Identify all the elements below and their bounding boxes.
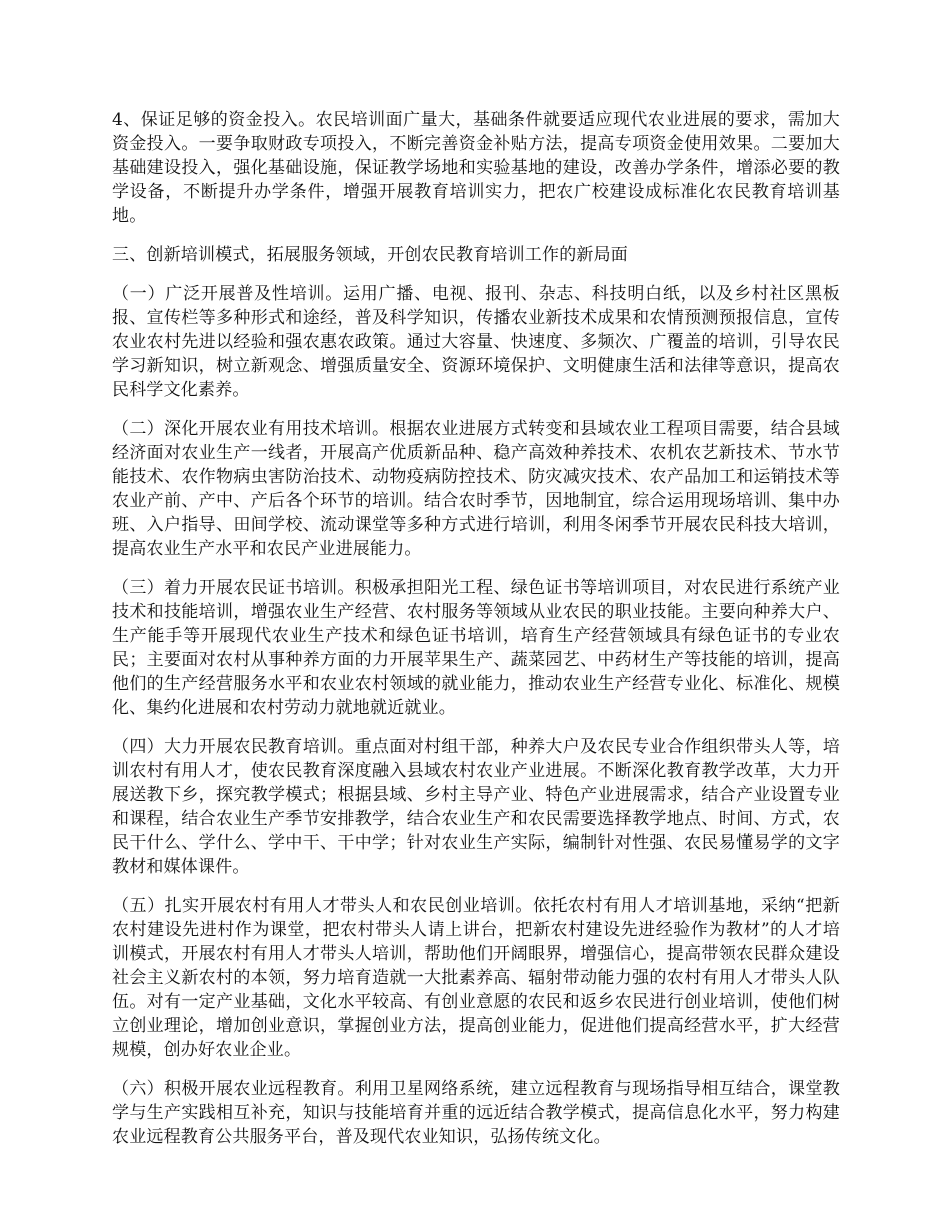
paragraph-funding: 4、保证足够的资金投入。农民培训面广量大，基础条件就要适应现代农业进展的要求，需加大资金投入。一要争取财政专项投入，不断完善资金补贴方法，提高专项资金使用效果。二要加大基础建设投入，强化基础设施，保证教学场地和实验基地的建设，改善办学条件，增添必要的教学设备，不断提升办学条件，增强开展教育培训实力，把农广校建设成标准化农民教育培训基地。 [112,110,840,226]
paragraph-entrepreneurship-training: （五）扎实开展农村有用人才带头人和农民创业培训。依托农村有用人才培训基地，采纳“把新农村建设先进村作为课堂，把农村带头人请上讲台，把新农村建设先进经验作为教材”的人才培训模式，开展农村有用人才带头人培训，帮助他们开阔眼界，增强信心，提高带领农民群众建设社会主义新农村的本领，努力培育造就一大批素养高、辐射带动能力强的农村有用人才带头人队伍。对有一定产业基础，文化水平较高、有创业意愿的农民和返乡农民进行创业培训，使他们树立创业理论，增加创业意识，掌握创业方法，提高创业能力，促进他们提高经营水平，扩大经营规模，创办好农业企业。 [112,896,840,1060]
document-body [112,108,840,1164]
section-heading-innovation: 三、创新培训模式，拓展服务领域，开创农民教育培训工作的新局面 [112,245,628,265]
paragraph-education-training: （四）大力开展农民教育培训。重点面对村组干部，种养大户及农民专业合作组织带头人等，培训农村有用人才，使农民教育深度融入县域农村农业产业进展。不断深化教育教学改革，大力开展送教下乡，探究教学模式；根据县域、乡村主导产业、特色产业进展需求，结合产业设置专业和课程，结合农业生产季节安排教学，结合农业生产和农民需要选择教学地点、时间、方式，农民干什么、学什么、学中干、干中学；针对农业生产实际，编制针对性强、农民易懂易学的文字教材和媒体课件。 [112,737,840,877]
paragraph-general-training: （一）广泛开展普及性培训。运用广播、电视、报刊、杂志、科技明白纸，以及乡村社区黑板报、宣传栏等多种形式和途经，普及科学知识，传播农业新技术成果和农情预测预报信息，宣传农业农村先进以经验和强农惠农政策。通过大容量、快速度、多频次、广覆盖的培训，引导农民学习新知识，树立新观念、增强质量安全、资源环境保护、文明健康生活和法律等意识，提高农民科学文化素养。 [112,284,840,400]
paragraph-remote-education: （六）积极开展农业远程教育。利用卫星网络系统，建立远程教育与现场指导相互结合，课堂教学与生产实践相互补充，知识与技能培育并重的远近结合教学模式，提高信息化水平，努力构建农业远程教育公共服务平台，普及现代农业知识，弘扬传统文化。 [112,1079,840,1147]
paragraph-certificate-training: （三）着力开展农民证书培训。积极承担阳光工程、绿色证书等培训项目，对农民进行系统产业技术和技能培训，增强农业生产经营、农村服务等领域从业农民的职业技能。主要向种养大户、生产能手等开展现代农业生产技术和绿色证书培训，培育生产经营领域具有绿色证书的专业农民；主要面对农村从事种养方面的力开展苹果生产、蔬菜园艺、中药材生产等技能的培训，提高他们的生产经营服务水平和农业农村领域的就业能力，推动农业生产经营专业化、标准化、规模化、集约化进展和农村劳动力就地就近就业。 [112,578,840,718]
paragraph-technical-training: （二）深化开展农业有用技术培训。根据农业进展方式转变和县域农业工程项目需要，结合县域经济面对农业生产一线者，开展高产优质新品种、稳产高效种养技术、农机农艺新技术、节水节能技术、农作物病虫害防治技术、动物疫病防控技术、防灾减灾技术、农产品加工和运销技术等农业产前、产中、产后各个环节的培训。结合农时季节，因地制宜，综合运用现场培训、集中办班、入户指导、田间学校、流动课堂等多种方式进行培训，利用冬闲季节开展农民科技大培训，提高农业生产水平和农民产业进展能力。 [112,419,840,559]
